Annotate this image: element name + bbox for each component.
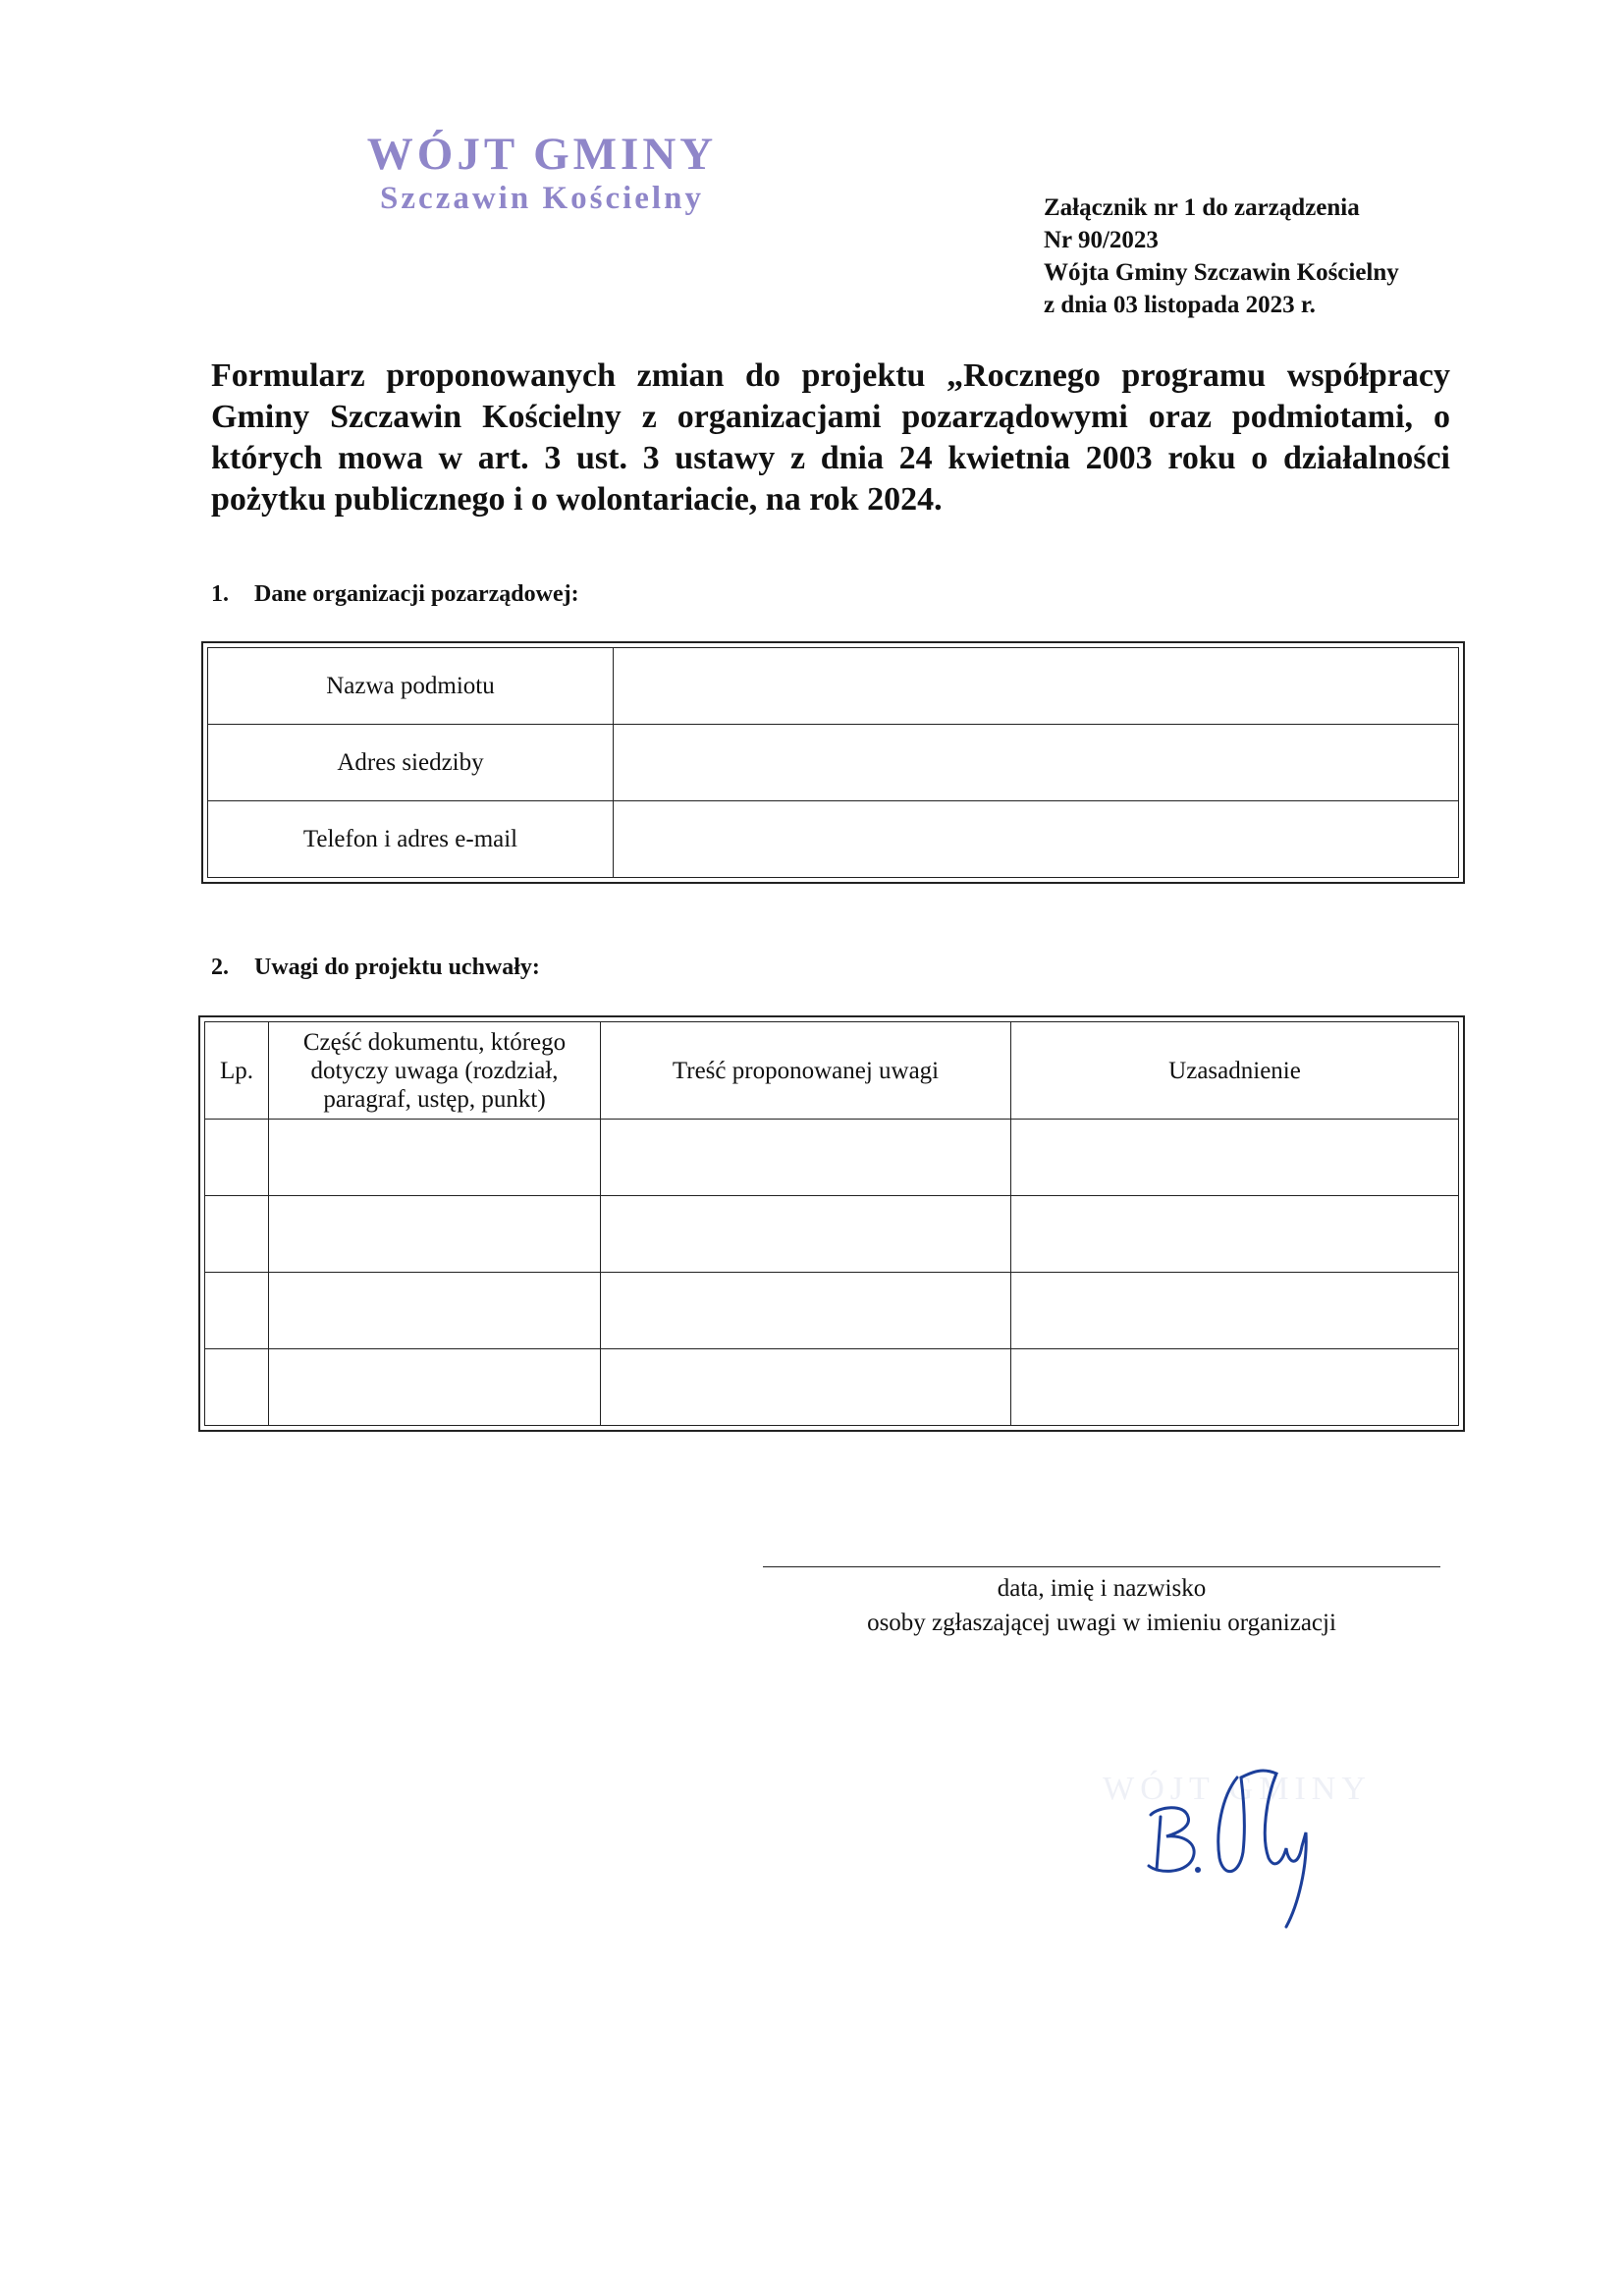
cell-lp[interactable] [205, 1273, 269, 1349]
cell-lp[interactable] [205, 1349, 269, 1426]
remarks-table [198, 1015, 1465, 1432]
cell-justification[interactable] [1011, 1196, 1459, 1273]
signature-line [763, 1566, 1440, 1567]
table-row [205, 1349, 1459, 1426]
table-row [208, 648, 1459, 725]
handwritten-signature [1090, 1738, 1384, 1935]
cell-justification[interactable] [1011, 1120, 1459, 1196]
cell-justification[interactable] [1011, 1349, 1459, 1426]
table-row [208, 801, 1459, 878]
cell-justification[interactable] [1011, 1273, 1459, 1349]
cell-part[interactable] [269, 1349, 601, 1426]
cell-content[interactable] [601, 1349, 1011, 1426]
cell-content[interactable] [601, 1273, 1011, 1349]
table-header-row [205, 1022, 1459, 1120]
organization-contact-field[interactable] [614, 801, 1459, 878]
section-2-heading [211, 955, 540, 981]
section-1-heading [211, 581, 579, 608]
cell-part[interactable] [269, 1120, 601, 1196]
column-header-content: Treść proponowanej uwagi [601, 1022, 1011, 1120]
annex-line-4: z dnia 03 listopada 2023 r. [1044, 292, 1316, 318]
stamp-line-2: Szczawin Kościelny [380, 181, 704, 216]
annex-line-2: Nr 90/2023 [1044, 227, 1159, 253]
column-header-justification: Uzasadnienie [1011, 1022, 1459, 1120]
annex-reference [1044, 191, 1399, 321]
organization-address-field[interactable] [614, 725, 1459, 801]
stamp-line-1: WÓJT GMINY [366, 129, 718, 180]
section-1-number: 1. [211, 581, 229, 607]
section-1-title: Dane organizacji pozarządowej: [254, 581, 579, 607]
cell-content[interactable] [601, 1120, 1011, 1196]
cell-content[interactable] [601, 1196, 1011, 1273]
table-row [205, 1120, 1459, 1196]
table-row [205, 1273, 1459, 1349]
document-title: Formularz proponowanych zmian do projektu „Rocznego programu współpracy Gminy Szczawin Kościelny z organizacjami pozarządowymi oraz podmiotami, o których mowa w art. 3 ust. 3 ustawy z dnia 24 kwietnia 2003 roku o działalności pożytku publicznego i o wolontariacie, na rok 2024. [211, 357, 1450, 518]
signature-caption-line-2: osoby zgłaszającej uwagi w imieniu organizacji [867, 1610, 1336, 1636]
column-header-part: Część dokumentu, którego dotyczy uwaga (rozdział, paragraf, ustęp, punkt) [269, 1022, 601, 1120]
annex-line-3: Wójta Gminy Szczawin Kościelny [1044, 259, 1399, 286]
signature-stroke-b [1149, 1808, 1194, 1872]
row-label-contact: Telefon i adres e-mail [208, 801, 614, 878]
cell-lp[interactable] [205, 1196, 269, 1273]
row-label-name: Nazwa podmiotu [208, 648, 614, 725]
section-2-title: Uwagi do projektu uchwały: [254, 955, 540, 980]
table-row [205, 1196, 1459, 1273]
section-2-number: 2. [211, 955, 229, 980]
signature-caption [763, 1571, 1440, 1640]
row-label-address: Adres siedziby [208, 725, 614, 801]
annex-line-1: Załącznik nr 1 do zarządzenia [1044, 194, 1360, 221]
official-stamp [355, 128, 729, 217]
cell-lp[interactable] [205, 1120, 269, 1196]
cell-part[interactable] [269, 1196, 601, 1273]
column-header-lp: Lp. [205, 1022, 269, 1120]
organization-data-table [201, 641, 1465, 884]
table-row [208, 725, 1459, 801]
cell-part[interactable] [269, 1273, 601, 1349]
signature-caption-line-1: data, imię i nazwisko [997, 1575, 1207, 1602]
organization-name-field[interactable] [614, 648, 1459, 725]
faded-stamp-text: WÓJT GMINY [1103, 1771, 1372, 1807]
signature-dot [1195, 1867, 1201, 1873]
